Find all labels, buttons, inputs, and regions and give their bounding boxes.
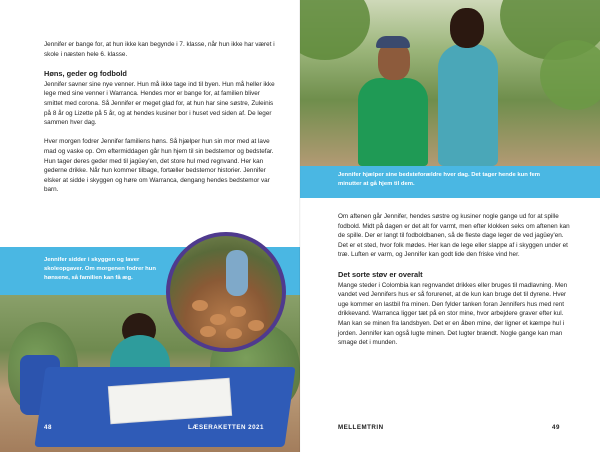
page-number-left: 48	[44, 424, 52, 431]
paragraph-mine: Mange steder i Colombia kan regnvandet drikkes eller bruges til madlavning. Men vandet ved Jennifers hus er så forurenet, at de kun kan bruge det til dyrene. Hver uge kommer en lastbil fra minen. Den fylder tanken foran Jennifers hus med rent drikkevand. Warranca ligger tæt på en stor mine, hvor arbejdere graver efter kul. Man kan se minen fra landsbyen. Det er en åben mine, der ligner et kæmpe hul i jorden. Jennifer kan også lugte minen. Det lugter brændt. Nogle gange kan man smage det i munden.	[338, 281, 568, 347]
paragraph-morning: Hver morgen fodrer Jennifer familiens høns. Så hjælper hun sin mor med at lave mad og vaske op. Om eftermiddagen går hun hjem til sin bedstemor og bedstefar. Hun tager deres geder med til jagüey'en, det store hul med regnvand. Her kan gederne drikke. Når hun kommer tilbage, fortæller bedstemor historier. Jennifer elsker at sidde i skyggen og høre om Warranca, dengang hendes bedstemor var barn.	[44, 138, 274, 194]
footer-title-right: MELLEMTRIN	[338, 424, 384, 431]
caption-right: Jennifer hjælper sine bedsteforældre hver dag. Det tager hende kun fem minutter at gå hjem til dem.	[338, 172, 540, 187]
right-page	[300, 0, 600, 452]
section-heading-hens: Høns, geder og fodbold	[44, 68, 127, 78]
left-body-text	[44, 40, 276, 205]
paragraph-football: Om aftenen går Jennifer, hendes søstre og kusiner nogle gange ud for at spille fodbold. Midt på dagen er det alt for varmt, men efter klokken seks om aftenen kan de spille. Der er langt til fodboldbanen, så de fleste dage leger de ved jagüey'en. Det er et sted, hvor folk mødes. Her kan de lege eller slappe af i skyggen under et træ. Luften er varm, og Jennifer kan godt lide den friske vind her.	[338, 213, 570, 259]
page-number-right: 49	[552, 424, 560, 431]
photo-hens-circle	[166, 232, 286, 352]
paragraph-friends: Jennifer savner sine nye venner. Hun må ikke tage ind til byen. Hun må heller ikke lege med sine venner i Warranca. Hendes mor er bange for, at familien bliver smittet med corona. Så Jennifer er meget glad for, at hun har sine søstre, Zuleinis på 8 år og Lizette på 5 år, og at hendes kusiner bor i huset ved siden af. De leger sammen hver dag.	[44, 80, 275, 127]
section-heading-dust: Det sorte støv er overalt	[338, 269, 423, 279]
caption-left: Jennifer sidder i skyggen og laver skoleopgaver. Om morgenen fodrer hun hønsene, så familien kan få æg.	[44, 257, 156, 281]
photo-grandfather-jennifer	[300, 0, 600, 166]
intro-paragraph: Jennifer er bange for, at hun ikke kan begynde i 7. klasse, når hun ikke har været i skole i næsten hele 6. klasse.	[44, 41, 275, 58]
book-gutter	[299, 0, 301, 452]
footer-title-left: LÆSERAKETTEN 2021	[188, 424, 264, 431]
right-body-text	[338, 212, 570, 357]
